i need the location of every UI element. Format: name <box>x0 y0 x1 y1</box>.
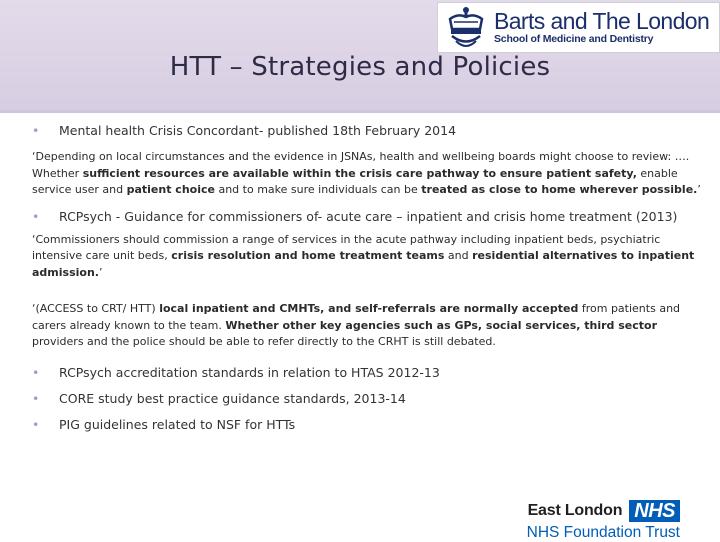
quote-bold: residential alternatives to inpatient admission. <box>32 249 695 279</box>
crown-crest-icon <box>444 5 488 51</box>
bullet-text: CORE study best practice guidance standards, 2013-14 <box>59 390 406 406</box>
quote-bold: local inpatient and CMHTs, and self-referrals are normally accepted <box>159 302 579 315</box>
quote-bold: crisis resolution and home treatment teams <box>171 249 445 262</box>
bullet-icon: • <box>32 390 40 406</box>
bullet-text: RCPsych accreditation standards in relation to HTAS 2012-13 <box>59 364 440 380</box>
page-title: HTT – Strategies and Policies <box>169 52 551 82</box>
quote-text: providers and the police should be able to refer directly to the CRHT is still debated. <box>32 335 496 348</box>
barts-logo <box>437 2 720 53</box>
bullet-item <box>32 416 702 433</box>
bullet-text: Mental health Crisis Concordant- published 18th February 2014 <box>59 123 457 138</box>
quote-text: from patients and carers already known to the team. <box>32 302 681 332</box>
logo-name: Barts and The London <box>494 8 710 34</box>
bullet-icon: • <box>32 123 40 138</box>
bullet-item <box>32 208 702 225</box>
quote-text: ‘Depending on local circumstances and the evidence in JSNAs, health and wellbeing boards might choose to review: …. Whether <box>32 150 690 180</box>
quote-text: and to make sure individuals can be <box>214 183 422 196</box>
quote-paragraph <box>32 232 702 282</box>
quote-text: ‘Commissioners should commission a range of services in the acute pathway including inpatient beds, psychiatric intensive care unit beds, <box>32 232 661 262</box>
bullet-icon: • <box>32 208 40 224</box>
quote-text: ’ <box>98 265 103 279</box>
bullet-text: PIG guidelines related to NSF for HTTs <box>59 416 296 432</box>
quote-text: ‘(ACCESS to CRT/ HTT) <box>32 302 160 315</box>
bullet-icon: • <box>32 364 40 380</box>
bullet-text: RCPsych - Guidance for commissioners of- acute care – inpatient and crisis home treatment (2013) <box>59 208 678 224</box>
quote-bold: sufficient resources are available within the crisis care pathway to ensure patient safety, <box>82 166 637 180</box>
bullet-icon: • <box>32 416 40 432</box>
quote-paragraph <box>32 149 702 199</box>
nhs-trust-logo <box>450 500 718 540</box>
logo-subtitle: School of Medicine and Dentistry <box>494 33 654 45</box>
nhs-org-name: East London <box>527 502 623 519</box>
quote-text: ’ <box>697 183 701 196</box>
quote-bold: patient choice <box>126 183 215 196</box>
quote-bold: treated as close to home wherever possible. <box>421 183 698 196</box>
bullet-item <box>32 122 702 139</box>
quote-text: enable service user and <box>32 166 678 196</box>
nhs-logo-badge: NHS <box>629 500 680 522</box>
bullet-item <box>32 364 702 381</box>
quote-bold: Whether other key agencies such as GPs, social services, third sector <box>225 318 658 332</box>
quote-paragraph <box>32 301 702 351</box>
nhs-logo-row <box>528 500 680 522</box>
quote-text: and <box>444 249 473 262</box>
logo-text <box>494 9 709 46</box>
slide-content <box>32 118 702 433</box>
nhs-trust-name: NHS Foundation Trust <box>526 524 680 541</box>
bullet-item <box>32 390 702 407</box>
